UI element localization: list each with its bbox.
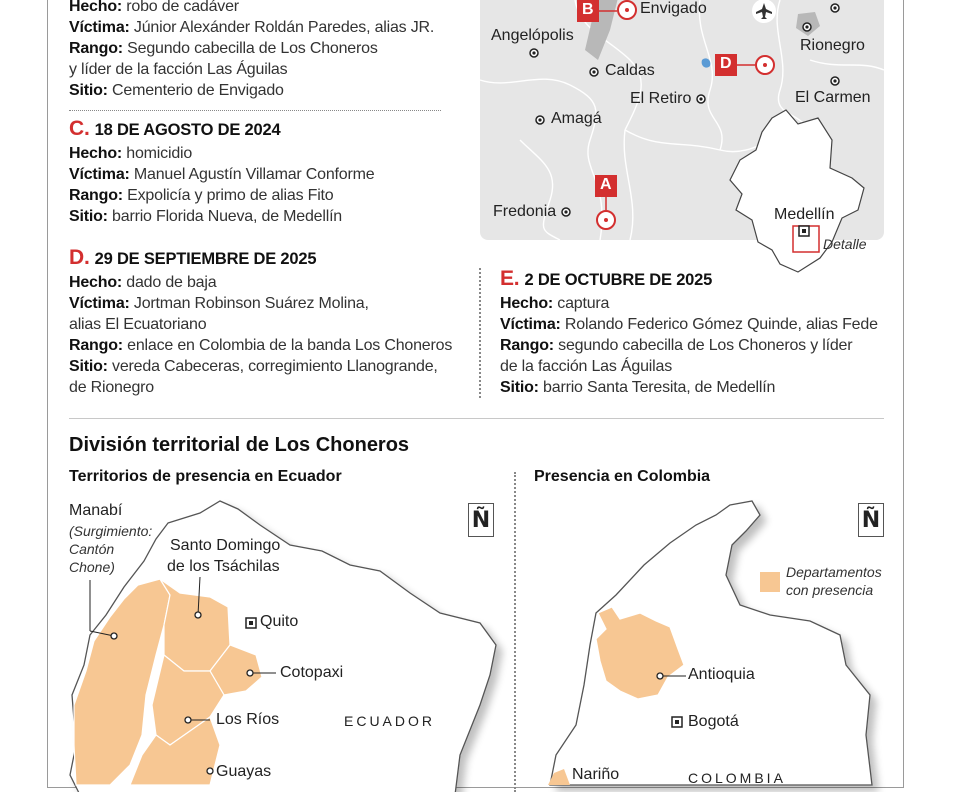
event-d-sitio: vereda Cabeceras, corregimiento Llanogrande, bbox=[112, 358, 438, 375]
event-c-sitio: barrio Florida Nueva, de Medellín bbox=[112, 208, 343, 225]
maps-divider bbox=[514, 472, 516, 792]
divider-d-e bbox=[479, 268, 481, 398]
label-sitio: Sitio: bbox=[69, 208, 108, 225]
label-cotopaxi: Cotopaxi bbox=[280, 664, 344, 681]
legend-label-1: Departamentos bbox=[786, 564, 882, 580]
event-e-sitio: barrio Santa Teresita, de Medellín bbox=[543, 379, 776, 396]
label-colombia-country: COLOMBIA bbox=[688, 770, 786, 786]
label-santo-domingo-2: de los Tsáchilas bbox=[167, 558, 280, 575]
label-victima: Víctima: bbox=[500, 316, 561, 333]
marker-b-label: B bbox=[582, 1, 594, 18]
label-manabi-note-3: Chone) bbox=[69, 559, 115, 575]
label-los-rios: Los Ríos bbox=[216, 711, 280, 728]
event-c-hecho: homicidio bbox=[126, 145, 193, 162]
event-e-rango-cont: de la facción Las Águilas bbox=[500, 358, 673, 375]
section-title: División territorial de Los Choneros bbox=[69, 434, 410, 456]
colombia-map bbox=[520, 495, 900, 785]
label-bogota: Bogotá bbox=[688, 713, 739, 730]
event-e-rango: segundo cabecilla de Los Choneros y líder bbox=[558, 337, 853, 354]
label-guayas: Guayas bbox=[216, 763, 272, 780]
event-d bbox=[69, 247, 469, 398]
label-manabi-note-2: Cantón bbox=[69, 541, 115, 557]
label-quito: Quito bbox=[260, 613, 299, 630]
label-victima: Víctima: bbox=[69, 166, 130, 183]
event-e-victima: Rolando Federico Gómez Quinde, alias Fede bbox=[564, 316, 878, 333]
event-b-sitio: Cementerio de Envigado bbox=[112, 82, 284, 99]
colombia-subtitle: Presencia en Colombia bbox=[534, 468, 711, 485]
event-d-hecho: dado de baja bbox=[126, 274, 217, 291]
place-amaga: Amagá bbox=[551, 110, 602, 127]
event-d-rango: enlace en Colombia de la banda Los Choneros bbox=[127, 337, 453, 354]
label-hecho: Hecho: bbox=[500, 295, 554, 312]
marker-d-label: D bbox=[720, 55, 732, 72]
event-b-hecho: robo de cadáver bbox=[126, 0, 239, 15]
north-arrow-icon: Ñ bbox=[468, 503, 494, 537]
event-c-date: 18 DE AGOSTO DE 2024 bbox=[94, 121, 281, 139]
event-c-heading bbox=[69, 118, 469, 141]
event-e-date: 2 DE OCTUBRE DE 2025 bbox=[524, 271, 713, 289]
place-angelopolis: Angelópolis bbox=[491, 27, 574, 44]
event-b-victima: Júnior Alexánder Roldán Paredes, alias JR. bbox=[133, 19, 435, 36]
label-antioquia: Antioquia bbox=[688, 666, 755, 683]
place-fredonia: Fredonia bbox=[493, 203, 557, 220]
event-d-heading bbox=[69, 247, 469, 270]
label-hecho: Hecho: bbox=[69, 0, 123, 15]
label-sitio: Sitio: bbox=[69, 358, 108, 375]
event-e bbox=[500, 268, 895, 398]
section-divider bbox=[69, 418, 884, 419]
label-rango: Rango: bbox=[69, 187, 123, 204]
event-c-letter: C. bbox=[69, 117, 90, 140]
label-manabi-note-1: (Surgimiento: bbox=[69, 523, 153, 539]
label-victima: Víctima: bbox=[69, 19, 130, 36]
quito-marker bbox=[246, 618, 256, 628]
divider-b-c bbox=[69, 110, 441, 111]
label-sitio: Sitio: bbox=[500, 379, 539, 396]
label-manabi: Manabí bbox=[69, 502, 123, 519]
place-caldas: Caldas bbox=[605, 62, 655, 79]
legend-label-2: con presencia bbox=[786, 582, 874, 598]
event-b-rango-cont: y líder de la facción Las Águilas bbox=[69, 61, 288, 78]
label-hecho: Hecho: bbox=[69, 145, 123, 162]
event-c bbox=[69, 118, 469, 227]
event-b-rango: Segundo cabecilla de Los Choneros bbox=[127, 40, 378, 57]
event-e-letter: E. bbox=[500, 267, 520, 290]
label-victima: Víctima: bbox=[69, 295, 130, 312]
airport-icon bbox=[752, 0, 776, 23]
label-ecuador-country: ECUADOR bbox=[344, 713, 436, 729]
label-hecho: Hecho: bbox=[69, 274, 123, 291]
event-d-sitio-cont: de Rionegro bbox=[69, 379, 154, 396]
label-rango: Rango: bbox=[500, 337, 554, 354]
event-c-rango: Expolicía y primo de alias Fito bbox=[127, 187, 334, 204]
inset-detalle: Detalle bbox=[823, 236, 867, 252]
legend-swatch bbox=[760, 572, 780, 592]
place-el-carmen: El Carmen bbox=[795, 89, 871, 106]
place-el-retiro: El Retiro bbox=[630, 90, 692, 107]
label-rango: Rango: bbox=[69, 337, 123, 354]
event-d-victima-cont: alias El Ecuatoriano bbox=[69, 316, 207, 333]
ecuador-subtitle: Territorios de presencia en Ecuador bbox=[69, 468, 342, 485]
place-rionegro: Rionegro bbox=[800, 37, 865, 54]
event-e-hecho: captura bbox=[557, 295, 610, 312]
inset-medellin: Medellín bbox=[774, 206, 835, 223]
place-envigado: Envigado bbox=[640, 0, 707, 17]
medellin-marker bbox=[799, 226, 809, 236]
label-narino: Nariño bbox=[572, 766, 620, 783]
event-c-victima: Manuel Agustín Villamar Conforme bbox=[133, 166, 375, 183]
event-d-date: 29 DE SEPTIEMBRE DE 2025 bbox=[94, 250, 317, 268]
bogota-marker bbox=[672, 717, 682, 727]
north-arrow-icon: Ñ bbox=[858, 503, 884, 537]
label-santo-domingo-1: Santo Domingo bbox=[170, 537, 281, 554]
event-d-letter: D. bbox=[69, 246, 90, 269]
event-d-victima: Jortman Robinson Suárez Molina, bbox=[133, 295, 369, 312]
antioquia-dot bbox=[657, 673, 663, 679]
marker-a-label: A bbox=[600, 176, 612, 193]
label-sitio: Sitio: bbox=[69, 82, 108, 99]
event-b bbox=[69, 0, 469, 101]
label-rango: Rango: bbox=[69, 40, 123, 57]
